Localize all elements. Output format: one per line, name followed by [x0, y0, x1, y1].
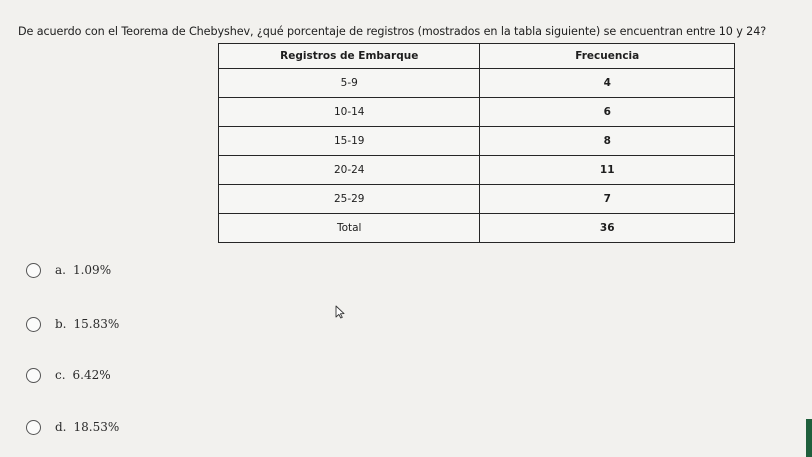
table-row: [219, 185, 735, 214]
table-row: [219, 98, 735, 127]
cell-range: 15-19: [219, 127, 480, 156]
cell-range: 10-14: [219, 98, 480, 127]
radio-button-icon[interactable]: [26, 368, 41, 383]
option-b[interactable]: [26, 314, 119, 334]
question-text: De acuerdo con el Teorema de Chebyshev, ¿qué porcentaje de registros (mostrados en la tabla siguiente) se encuentran entre 10 y 24?: [18, 25, 767, 38]
option-c[interactable]: [26, 365, 111, 385]
cell-total-label: Total: [219, 214, 480, 243]
mouse-pointer-icon: [335, 305, 345, 319]
header-frecuencia: Frecuencia: [480, 44, 735, 69]
option-a[interactable]: [26, 260, 111, 280]
cell-frequency: 11: [480, 156, 735, 185]
table-header-row: [219, 44, 735, 69]
cell-frequency: 4: [480, 69, 735, 98]
cell-total-value: 36: [480, 214, 735, 243]
header-registros: Registros de Embarque: [219, 44, 480, 69]
option-d[interactable]: [26, 417, 119, 437]
table-row: [219, 127, 735, 156]
cell-frequency: 8: [480, 127, 735, 156]
option-value: 18.53%: [73, 420, 120, 434]
option-letter: d.: [55, 420, 67, 434]
table-row: [219, 69, 735, 98]
option-letter: c.: [55, 368, 66, 382]
radio-button-icon[interactable]: [26, 263, 41, 278]
shipping-frequency-table: [218, 43, 735, 243]
table-row: [219, 156, 735, 185]
option-value: 1.09%: [72, 263, 112, 277]
option-letter: b.: [55, 317, 67, 331]
cell-range: 25-29: [219, 185, 480, 214]
option-value: 15.83%: [73, 317, 120, 331]
cell-range: 5-9: [219, 69, 480, 98]
table-total-row: [219, 214, 735, 243]
option-value: 6.42%: [72, 368, 111, 382]
option-letter: a.: [55, 263, 66, 277]
cell-frequency: 7: [480, 185, 735, 214]
radio-button-icon[interactable]: [26, 420, 41, 435]
window-edge-accent: [806, 419, 812, 457]
cell-frequency: 6: [480, 98, 735, 127]
cell-range: 20-24: [219, 156, 480, 185]
radio-button-icon[interactable]: [26, 317, 41, 332]
